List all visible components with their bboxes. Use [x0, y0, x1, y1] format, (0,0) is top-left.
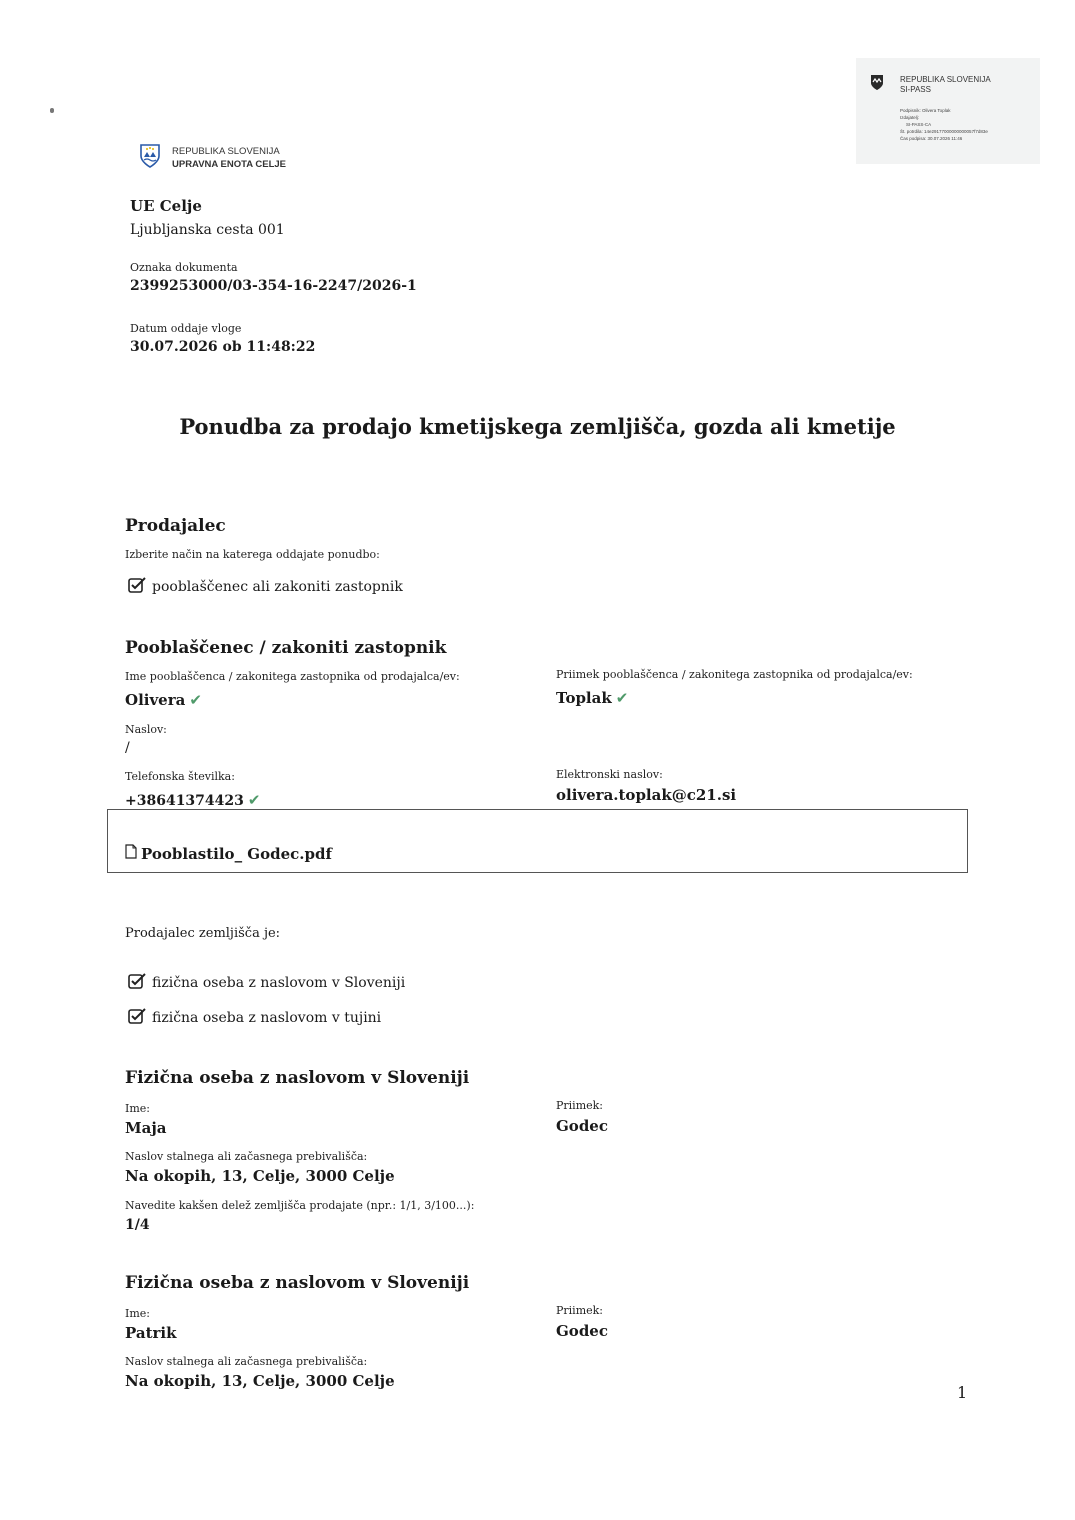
person-1-last-name-label: Priimek: — [556, 1099, 604, 1112]
person-1-last-name: Godec — [556, 1117, 608, 1135]
office-address: Ljubljanska cesta 001 — [130, 222, 285, 238]
verified-check-icon: ✔ — [615, 689, 629, 707]
rep-first-name-label: Ime pooblaščenca / zakonitega zastopnika od prodajalca/ev: — [125, 670, 460, 683]
person-1-address: Na okopih, 13, Celje, 3000 Celje — [125, 1167, 395, 1185]
digital-signature-stamp — [856, 58, 1040, 164]
person-2-heading: Fizična oseba z naslovom v Sloveniji — [125, 1273, 470, 1293]
person-1-first-name-label: Ime: — [125, 1102, 150, 1115]
seller-type-checkbox-slovenia[interactable] — [128, 972, 405, 993]
rep-address: / — [125, 740, 130, 756]
person-2-first-name-label: Ime: — [125, 1307, 150, 1320]
seller-type-option-1: fizična oseba z naslovom v Sloveniji — [152, 974, 406, 991]
person-1-heading: Fizična oseba z naslovom v Sloveniji — [125, 1068, 470, 1088]
date-label: Datum oddaje vloge — [130, 322, 242, 335]
rep-last-name-label: Priimek pooblaščenca / zakonitega zastopnika od prodajalca/ev: — [556, 668, 913, 681]
doc-id-label: Oznaka dokumenta — [130, 261, 238, 274]
seller-type-option-2: fizična oseba z naslovom v tujini — [152, 1009, 382, 1026]
seller-choice-checkbox[interactable] — [128, 576, 403, 597]
header-org-line1: REPUBLIKA SLOVENIJA — [172, 146, 280, 157]
checked-checkbox-icon — [128, 576, 152, 597]
person-2-last-name-label: Priimek: — [556, 1304, 604, 1317]
attachment-filename: Pooblastilo_ Godec.pdf — [141, 844, 332, 863]
verified-check-icon: ✔ — [247, 791, 261, 809]
stamp-org-line1: REPUBLIKA SLOVENIJA — [900, 75, 991, 84]
seller-type-checkbox-abroad[interactable] — [128, 1007, 381, 1028]
stamp-signer: Podpisnik: Olivera Toplak — [900, 108, 951, 113]
stamp-issuer-label: Izdajatelj: — [900, 115, 920, 120]
person-1-share: 1/4 — [125, 1217, 150, 1233]
rep-email-label: Elektronski naslov: — [556, 768, 663, 781]
seller-type-label: Prodajalec zemljišča je: — [125, 926, 281, 941]
rep-phone-value: +38641374423 — [125, 793, 244, 809]
person-2-last-name: Godec — [556, 1322, 608, 1340]
rep-last-name — [556, 689, 628, 707]
rep-phone — [125, 791, 260, 809]
person-2-first-name: Patrik — [125, 1324, 177, 1342]
verified-check-icon: ✔ — [189, 691, 202, 709]
person-1-first-name: Maja — [125, 1119, 167, 1137]
rep-address-label: Naslov: — [125, 723, 167, 736]
stamp-issuer: SI-PASS-CA — [906, 122, 932, 127]
attachment-box — [107, 809, 968, 873]
document-title: Ponudba za prodajo kmetijskega zemljišča, gozda ali kmetije — [179, 414, 896, 439]
office-name: UE Celje — [130, 197, 202, 215]
seller-choice-text: pooblaščenec ali zakoniti zastopnik — [152, 578, 403, 595]
rep-phone-label: Telefonska številka: — [125, 770, 235, 783]
person-2-address-label: Naslov stalnega ali začasnega prebivališča: — [125, 1355, 368, 1368]
page-number: 1 — [957, 1383, 968, 1402]
rep-email: olivera.toplak@c21.si — [556, 786, 737, 804]
doc-id: 2399253000/03-354-16-2247/2026-1 — [130, 278, 417, 294]
person-2-address: Na okopih, 13, Celje, 3000 Celje — [125, 1372, 395, 1390]
stamp-time: Čas podpisa: 30.07.2026 11:46 — [900, 136, 963, 141]
coat-of-arms-icon — [140, 144, 160, 172]
file-icon — [125, 844, 141, 863]
rep-first-name-value: Olivera — [125, 691, 186, 709]
attachment-link[interactable] — [125, 844, 332, 863]
person-1-address-label: Naslov stalnega ali začasnega prebivališča: — [125, 1150, 368, 1163]
coat-of-arms-icon — [870, 74, 884, 96]
scan-speck — [50, 108, 54, 113]
checked-checkbox-icon — [128, 972, 152, 993]
seller-heading: Prodajalec — [125, 516, 226, 536]
person-1-share-label: Navedite kakšen delež zemljišča prodajate (npr.: 1/1, 3/100...): — [125, 1199, 475, 1212]
seller-choice-label: Izberite način na katerega oddajate ponudbo: — [125, 548, 380, 561]
submission-date: 30.07.2026 ob 11:48:22 — [130, 339, 316, 355]
rep-first-name — [125, 691, 202, 709]
rep-last-name-value: Toplak — [556, 689, 612, 707]
checked-checkbox-icon — [128, 1007, 152, 1028]
representative-heading: Pooblaščenec / zakoniti zastopnik — [125, 638, 447, 658]
stamp-serial: Št. potrdila: 14e29177000000000057f7d83e — [900, 129, 988, 134]
header-org-line2: UPRAVNA ENOTA CELJE — [172, 159, 287, 170]
stamp-org-line2: SI-PASS — [900, 85, 931, 94]
